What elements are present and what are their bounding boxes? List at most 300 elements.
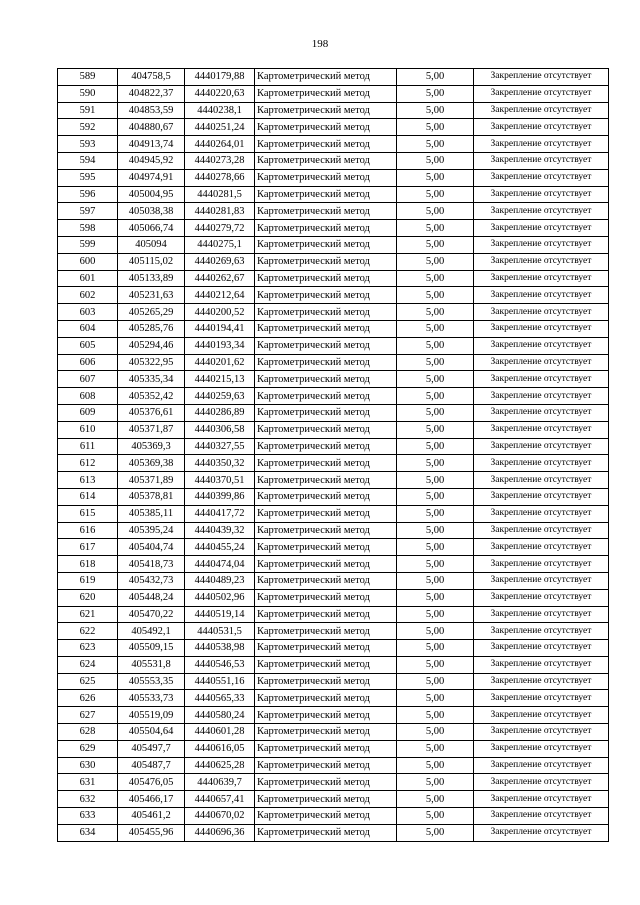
method-cell: Картометрический метод — [255, 354, 397, 371]
x-coordinate-cell: 405466,17 — [118, 791, 185, 808]
x-coordinate-cell: 405285,76 — [118, 320, 185, 337]
y-coordinate-cell: 4440327,55 — [185, 438, 255, 455]
method-cell: Картометрический метод — [255, 539, 397, 556]
y-coordinate-cell: 4440625,28 — [185, 757, 255, 774]
method-cell: Картометрический метод — [255, 136, 397, 153]
x-coordinate-cell: 405385,11 — [118, 505, 185, 522]
accuracy-cell: 5,00 — [397, 186, 474, 203]
fixation-cell: Закрепление отсутствует — [474, 808, 609, 825]
y-coordinate-cell: 4440502,96 — [185, 589, 255, 606]
x-coordinate-cell: 405519,09 — [118, 707, 185, 724]
point-number-cell: 617 — [58, 539, 118, 556]
fixation-cell: Закрепление отсутствует — [474, 152, 609, 169]
fixation-cell: Закрепление отсутствует — [474, 673, 609, 690]
method-cell: Картометрический метод — [255, 690, 397, 707]
point-number-cell: 621 — [58, 606, 118, 623]
accuracy-cell: 5,00 — [397, 690, 474, 707]
point-number-cell: 619 — [58, 572, 118, 589]
table-row — [58, 707, 609, 724]
method-cell: Картометрический метод — [255, 102, 397, 119]
accuracy-cell: 5,00 — [397, 337, 474, 354]
accuracy-cell: 5,00 — [397, 824, 474, 841]
point-number-cell: 628 — [58, 724, 118, 741]
method-cell: Картометрический метод — [255, 119, 397, 136]
accuracy-cell: 5,00 — [397, 640, 474, 657]
point-number-cell: 634 — [58, 824, 118, 841]
fixation-cell: Закрепление отсутствует — [474, 757, 609, 774]
accuracy-cell: 5,00 — [397, 572, 474, 589]
y-coordinate-cell: 4440546,53 — [185, 656, 255, 673]
accuracy-cell: 5,00 — [397, 320, 474, 337]
y-coordinate-cell: 4440251,24 — [185, 119, 255, 136]
method-cell: Картометрический метод — [255, 505, 397, 522]
table-row — [58, 539, 609, 556]
point-number-cell: 606 — [58, 354, 118, 371]
method-cell: Картометрический метод — [255, 304, 397, 321]
table-row — [58, 354, 609, 371]
accuracy-cell: 5,00 — [397, 724, 474, 741]
method-cell: Картометрический метод — [255, 808, 397, 825]
table-row — [58, 337, 609, 354]
x-coordinate-cell: 404974,91 — [118, 169, 185, 186]
accuracy-cell: 5,00 — [397, 236, 474, 253]
accuracy-cell: 5,00 — [397, 438, 474, 455]
method-cell: Картометрический метод — [255, 673, 397, 690]
x-coordinate-cell: 405094 — [118, 236, 185, 253]
y-coordinate-cell: 4440657,41 — [185, 791, 255, 808]
accuracy-cell: 5,00 — [397, 354, 474, 371]
table-row — [58, 287, 609, 304]
x-coordinate-cell: 405404,74 — [118, 539, 185, 556]
x-coordinate-cell: 404880,67 — [118, 119, 185, 136]
x-coordinate-cell: 405038,38 — [118, 203, 185, 220]
point-number-cell: 612 — [58, 455, 118, 472]
y-coordinate-cell: 4440696,36 — [185, 824, 255, 841]
x-coordinate-cell: 405066,74 — [118, 220, 185, 237]
y-coordinate-cell: 4440306,58 — [185, 421, 255, 438]
point-number-cell: 607 — [58, 371, 118, 388]
accuracy-cell: 5,00 — [397, 774, 474, 791]
fixation-cell: Закрепление отсутствует — [474, 522, 609, 539]
x-coordinate-cell: 405533,73 — [118, 690, 185, 707]
x-coordinate-cell: 405378,81 — [118, 488, 185, 505]
y-coordinate-cell: 4440616,05 — [185, 740, 255, 757]
fixation-cell: Закрепление отсутствует — [474, 102, 609, 119]
x-coordinate-cell: 405492,1 — [118, 623, 185, 640]
point-number-cell: 622 — [58, 623, 118, 640]
fixation-cell: Закрепление отсутствует — [474, 337, 609, 354]
table-row — [58, 455, 609, 472]
point-number-cell: 613 — [58, 472, 118, 489]
fixation-cell: Закрепление отсутствует — [474, 606, 609, 623]
accuracy-cell: 5,00 — [397, 740, 474, 757]
fixation-cell: Закрепление отсутствует — [474, 270, 609, 287]
y-coordinate-cell: 4440194,41 — [185, 320, 255, 337]
point-number-cell: 618 — [58, 556, 118, 573]
y-coordinate-cell: 4440201,62 — [185, 354, 255, 371]
table-row — [58, 136, 609, 153]
fixation-cell: Закрепление отсутствует — [474, 640, 609, 657]
accuracy-cell: 5,00 — [397, 472, 474, 489]
table-row — [58, 236, 609, 253]
method-cell: Картометрический метод — [255, 556, 397, 573]
fixation-cell: Закрепление отсутствует — [474, 656, 609, 673]
point-number-cell: 629 — [58, 740, 118, 757]
y-coordinate-cell: 4440639,7 — [185, 774, 255, 791]
fixation-cell: Закрепление отсутствует — [474, 186, 609, 203]
table-row — [58, 824, 609, 841]
fixation-cell: Закрепление отсутствует — [474, 69, 609, 86]
point-number-cell: 623 — [58, 640, 118, 657]
x-coordinate-cell: 405376,61 — [118, 404, 185, 421]
method-cell: Картометрический метод — [255, 253, 397, 270]
method-cell: Картометрический метод — [255, 757, 397, 774]
method-cell: Картометрический метод — [255, 472, 397, 489]
y-coordinate-cell: 4440601,28 — [185, 724, 255, 741]
method-cell: Картометрический метод — [255, 522, 397, 539]
table-row — [58, 102, 609, 119]
y-coordinate-cell: 4440286,89 — [185, 404, 255, 421]
method-cell: Картометрический метод — [255, 236, 397, 253]
accuracy-cell: 5,00 — [397, 488, 474, 505]
fixation-cell: Закрепление отсутствует — [474, 774, 609, 791]
point-number-cell: 627 — [58, 707, 118, 724]
point-number-cell: 626 — [58, 690, 118, 707]
fixation-cell: Закрепление отсутствует — [474, 539, 609, 556]
table-row — [58, 320, 609, 337]
accuracy-cell: 5,00 — [397, 136, 474, 153]
coordinates-table-body — [58, 69, 609, 842]
method-cell: Картометрический метод — [255, 572, 397, 589]
method-cell: Картометрический метод — [255, 724, 397, 741]
fixation-cell: Закрепление отсутствует — [474, 724, 609, 741]
fixation-cell: Закрепление отсутствует — [474, 371, 609, 388]
point-number-cell: 597 — [58, 203, 118, 220]
method-cell: Картометрический метод — [255, 320, 397, 337]
point-number-cell: 625 — [58, 673, 118, 690]
method-cell: Картометрический метод — [255, 220, 397, 237]
point-number-cell: 602 — [58, 287, 118, 304]
point-number-cell: 609 — [58, 404, 118, 421]
table-row — [58, 640, 609, 657]
method-cell: Картометрический метод — [255, 656, 397, 673]
x-coordinate-cell: 405509,15 — [118, 640, 185, 657]
accuracy-cell: 5,00 — [397, 623, 474, 640]
fixation-cell: Закрепление отсутствует — [474, 388, 609, 405]
x-coordinate-cell: 405476,05 — [118, 774, 185, 791]
table-row — [58, 488, 609, 505]
method-cell: Картометрический метод — [255, 640, 397, 657]
point-number-cell: 596 — [58, 186, 118, 203]
table-row — [58, 808, 609, 825]
accuracy-cell: 5,00 — [397, 757, 474, 774]
accuracy-cell: 5,00 — [397, 169, 474, 186]
x-coordinate-cell: 405115,02 — [118, 253, 185, 270]
method-cell: Картометрический метод — [255, 589, 397, 606]
fixation-cell: Закрепление отсутствует — [474, 438, 609, 455]
y-coordinate-cell: 4440350,32 — [185, 455, 255, 472]
accuracy-cell: 5,00 — [397, 505, 474, 522]
accuracy-cell: 5,00 — [397, 589, 474, 606]
y-coordinate-cell: 4440212,64 — [185, 287, 255, 304]
method-cell: Картометрический метод — [255, 707, 397, 724]
x-coordinate-cell: 405504,64 — [118, 724, 185, 741]
fixation-cell: Закрепление отсутствует — [474, 320, 609, 337]
table-row — [58, 556, 609, 573]
x-coordinate-cell: 405497,7 — [118, 740, 185, 757]
table-row — [58, 589, 609, 606]
method-cell: Картометрический метод — [255, 455, 397, 472]
accuracy-cell: 5,00 — [397, 152, 474, 169]
method-cell: Картометрический метод — [255, 186, 397, 203]
x-coordinate-cell: 405371,87 — [118, 421, 185, 438]
table-row — [58, 623, 609, 640]
accuracy-cell: 5,00 — [397, 656, 474, 673]
fixation-cell: Закрепление отсутствует — [474, 572, 609, 589]
x-coordinate-cell: 405335,34 — [118, 371, 185, 388]
method-cell: Картометрический метод — [255, 421, 397, 438]
y-coordinate-cell: 4440273,28 — [185, 152, 255, 169]
point-number-cell: 630 — [58, 757, 118, 774]
point-number-cell: 593 — [58, 136, 118, 153]
table-row — [58, 690, 609, 707]
table-row — [58, 85, 609, 102]
x-coordinate-cell: 404758,5 — [118, 69, 185, 86]
point-number-cell: 631 — [58, 774, 118, 791]
y-coordinate-cell: 4440531,5 — [185, 623, 255, 640]
x-coordinate-cell: 405487,7 — [118, 757, 185, 774]
method-cell: Картометрический метод — [255, 623, 397, 640]
y-coordinate-cell: 4440278,66 — [185, 169, 255, 186]
table-row — [58, 740, 609, 757]
fixation-cell: Закрепление отсутствует — [474, 740, 609, 757]
point-number-cell: 605 — [58, 337, 118, 354]
x-coordinate-cell: 405461,2 — [118, 808, 185, 825]
method-cell: Картометрический метод — [255, 337, 397, 354]
point-number-cell: 592 — [58, 119, 118, 136]
method-cell: Картометрический метод — [255, 438, 397, 455]
table-row — [58, 388, 609, 405]
page-number: 198 — [311, 38, 329, 50]
y-coordinate-cell: 4440474,04 — [185, 556, 255, 573]
point-number-cell: 598 — [58, 220, 118, 237]
fixation-cell: Закрепление отсутствует — [474, 421, 609, 438]
accuracy-cell: 5,00 — [397, 119, 474, 136]
y-coordinate-cell: 4440565,33 — [185, 690, 255, 707]
accuracy-cell: 5,00 — [397, 203, 474, 220]
table-row — [58, 270, 609, 287]
method-cell: Картометрический метод — [255, 388, 397, 405]
fixation-cell: Закрепление отсутствует — [474, 203, 609, 220]
x-coordinate-cell: 405322,95 — [118, 354, 185, 371]
method-cell: Картометрический метод — [255, 606, 397, 623]
method-cell: Картометрический метод — [255, 152, 397, 169]
accuracy-cell: 5,00 — [397, 102, 474, 119]
fixation-cell: Закрепление отсутствует — [474, 404, 609, 421]
y-coordinate-cell: 4440370,51 — [185, 472, 255, 489]
accuracy-cell: 5,00 — [397, 404, 474, 421]
table-row — [58, 774, 609, 791]
accuracy-cell: 5,00 — [397, 606, 474, 623]
y-coordinate-cell: 4440489,23 — [185, 572, 255, 589]
x-coordinate-cell: 404945,92 — [118, 152, 185, 169]
accuracy-cell: 5,00 — [397, 304, 474, 321]
method-cell: Картометрический метод — [255, 169, 397, 186]
point-number-cell: 610 — [58, 421, 118, 438]
x-coordinate-cell: 404822,37 — [118, 85, 185, 102]
point-number-cell: 599 — [58, 236, 118, 253]
x-coordinate-cell: 405371,89 — [118, 472, 185, 489]
table-row — [58, 152, 609, 169]
y-coordinate-cell: 4440275,1 — [185, 236, 255, 253]
table-row — [58, 186, 609, 203]
y-coordinate-cell: 4440439,32 — [185, 522, 255, 539]
method-cell: Картометрический метод — [255, 404, 397, 421]
accuracy-cell: 5,00 — [397, 556, 474, 573]
x-coordinate-cell: 405369,3 — [118, 438, 185, 455]
method-cell: Картометрический метод — [255, 774, 397, 791]
y-coordinate-cell: 4440281,83 — [185, 203, 255, 220]
table-row — [58, 673, 609, 690]
table-row — [58, 421, 609, 438]
table-row — [58, 404, 609, 421]
table-row — [58, 220, 609, 237]
y-coordinate-cell: 4440551,16 — [185, 673, 255, 690]
table-row — [58, 572, 609, 589]
y-coordinate-cell: 4440259,63 — [185, 388, 255, 405]
y-coordinate-cell: 4440179,88 — [185, 69, 255, 86]
fixation-cell: Закрепление отсутствует — [474, 169, 609, 186]
fixation-cell: Закрепление отсутствует — [474, 791, 609, 808]
point-number-cell: 633 — [58, 808, 118, 825]
point-number-cell: 632 — [58, 791, 118, 808]
accuracy-cell: 5,00 — [397, 539, 474, 556]
point-number-cell: 620 — [58, 589, 118, 606]
table-row — [58, 203, 609, 220]
x-coordinate-cell: 404853,59 — [118, 102, 185, 119]
x-coordinate-cell: 405470,22 — [118, 606, 185, 623]
x-coordinate-cell: 405294,46 — [118, 337, 185, 354]
x-coordinate-cell: 405352,42 — [118, 388, 185, 405]
y-coordinate-cell: 4440193,34 — [185, 337, 255, 354]
accuracy-cell: 5,00 — [397, 808, 474, 825]
point-number-cell: 601 — [58, 270, 118, 287]
fixation-cell: Закрепление отсутствует — [474, 304, 609, 321]
accuracy-cell: 5,00 — [397, 421, 474, 438]
fixation-cell: Закрепление отсутствует — [474, 488, 609, 505]
point-number-cell: 615 — [58, 505, 118, 522]
fixation-cell: Закрепление отсутствует — [474, 136, 609, 153]
accuracy-cell: 5,00 — [397, 455, 474, 472]
table-row — [58, 119, 609, 136]
accuracy-cell: 5,00 — [397, 253, 474, 270]
table-row — [58, 169, 609, 186]
fixation-cell: Закрепление отсутствует — [474, 354, 609, 371]
x-coordinate-cell: 405369,38 — [118, 455, 185, 472]
point-number-cell: 595 — [58, 169, 118, 186]
point-number-cell: 624 — [58, 656, 118, 673]
point-number-cell: 589 — [58, 69, 118, 86]
accuracy-cell: 5,00 — [397, 522, 474, 539]
method-cell: Картометрический метод — [255, 740, 397, 757]
table-row — [58, 757, 609, 774]
accuracy-cell: 5,00 — [397, 220, 474, 237]
table-row — [58, 438, 609, 455]
x-coordinate-cell: 405231,63 — [118, 287, 185, 304]
accuracy-cell: 5,00 — [397, 791, 474, 808]
y-coordinate-cell: 4440281,5 — [185, 186, 255, 203]
point-number-cell: 594 — [58, 152, 118, 169]
x-coordinate-cell: 405531,8 — [118, 656, 185, 673]
point-number-cell: 616 — [58, 522, 118, 539]
y-coordinate-cell: 4440215,13 — [185, 371, 255, 388]
point-number-cell: 590 — [58, 85, 118, 102]
x-coordinate-cell: 405455,96 — [118, 824, 185, 841]
y-coordinate-cell: 4440399,86 — [185, 488, 255, 505]
table-row — [58, 606, 609, 623]
y-coordinate-cell: 4440417,72 — [185, 505, 255, 522]
table-row — [58, 472, 609, 489]
fixation-cell: Закрепление отсутствует — [474, 287, 609, 304]
method-cell: Картометрический метод — [255, 488, 397, 505]
x-coordinate-cell: 405004,95 — [118, 186, 185, 203]
fixation-cell: Закрепление отсутствует — [474, 623, 609, 640]
accuracy-cell: 5,00 — [397, 673, 474, 690]
fixation-cell: Закрепление отсутствует — [474, 824, 609, 841]
fixation-cell: Закрепление отсутствует — [474, 472, 609, 489]
table-row — [58, 505, 609, 522]
accuracy-cell: 5,00 — [397, 270, 474, 287]
fixation-cell: Закрепление отсутствует — [474, 119, 609, 136]
method-cell: Картометрический метод — [255, 203, 397, 220]
x-coordinate-cell: 405133,89 — [118, 270, 185, 287]
y-coordinate-cell: 4440264,01 — [185, 136, 255, 153]
fixation-cell: Закрепление отсутствует — [474, 556, 609, 573]
coordinates-table — [57, 68, 609, 842]
accuracy-cell: 5,00 — [397, 371, 474, 388]
fixation-cell: Закрепление отсутствует — [474, 589, 609, 606]
table-row — [58, 656, 609, 673]
point-number-cell: 603 — [58, 304, 118, 321]
fixation-cell: Закрепление отсутствует — [474, 455, 609, 472]
point-number-cell: 611 — [58, 438, 118, 455]
fixation-cell: Закрепление отсутствует — [474, 236, 609, 253]
x-coordinate-cell: 405432,73 — [118, 572, 185, 589]
fixation-cell: Закрепление отсутствует — [474, 253, 609, 270]
accuracy-cell: 5,00 — [397, 707, 474, 724]
y-coordinate-cell: 4440200,52 — [185, 304, 255, 321]
method-cell: Картометрический метод — [255, 69, 397, 86]
x-coordinate-cell: 405553,35 — [118, 673, 185, 690]
table-row — [58, 69, 609, 86]
point-number-cell: 614 — [58, 488, 118, 505]
accuracy-cell: 5,00 — [397, 69, 474, 86]
accuracy-cell: 5,00 — [397, 287, 474, 304]
y-coordinate-cell: 4440519,14 — [185, 606, 255, 623]
method-cell: Картометрический метод — [255, 287, 397, 304]
x-coordinate-cell: 404913,74 — [118, 136, 185, 153]
point-number-cell: 608 — [58, 388, 118, 405]
fixation-cell: Закрепление отсутствует — [474, 85, 609, 102]
fixation-cell: Закрепление отсутствует — [474, 220, 609, 237]
method-cell: Картометрический метод — [255, 791, 397, 808]
y-coordinate-cell: 4440455,24 — [185, 539, 255, 556]
y-coordinate-cell: 4440220,63 — [185, 85, 255, 102]
table-row — [58, 253, 609, 270]
point-number-cell: 591 — [58, 102, 118, 119]
point-number-cell: 600 — [58, 253, 118, 270]
y-coordinate-cell: 4440538,98 — [185, 640, 255, 657]
